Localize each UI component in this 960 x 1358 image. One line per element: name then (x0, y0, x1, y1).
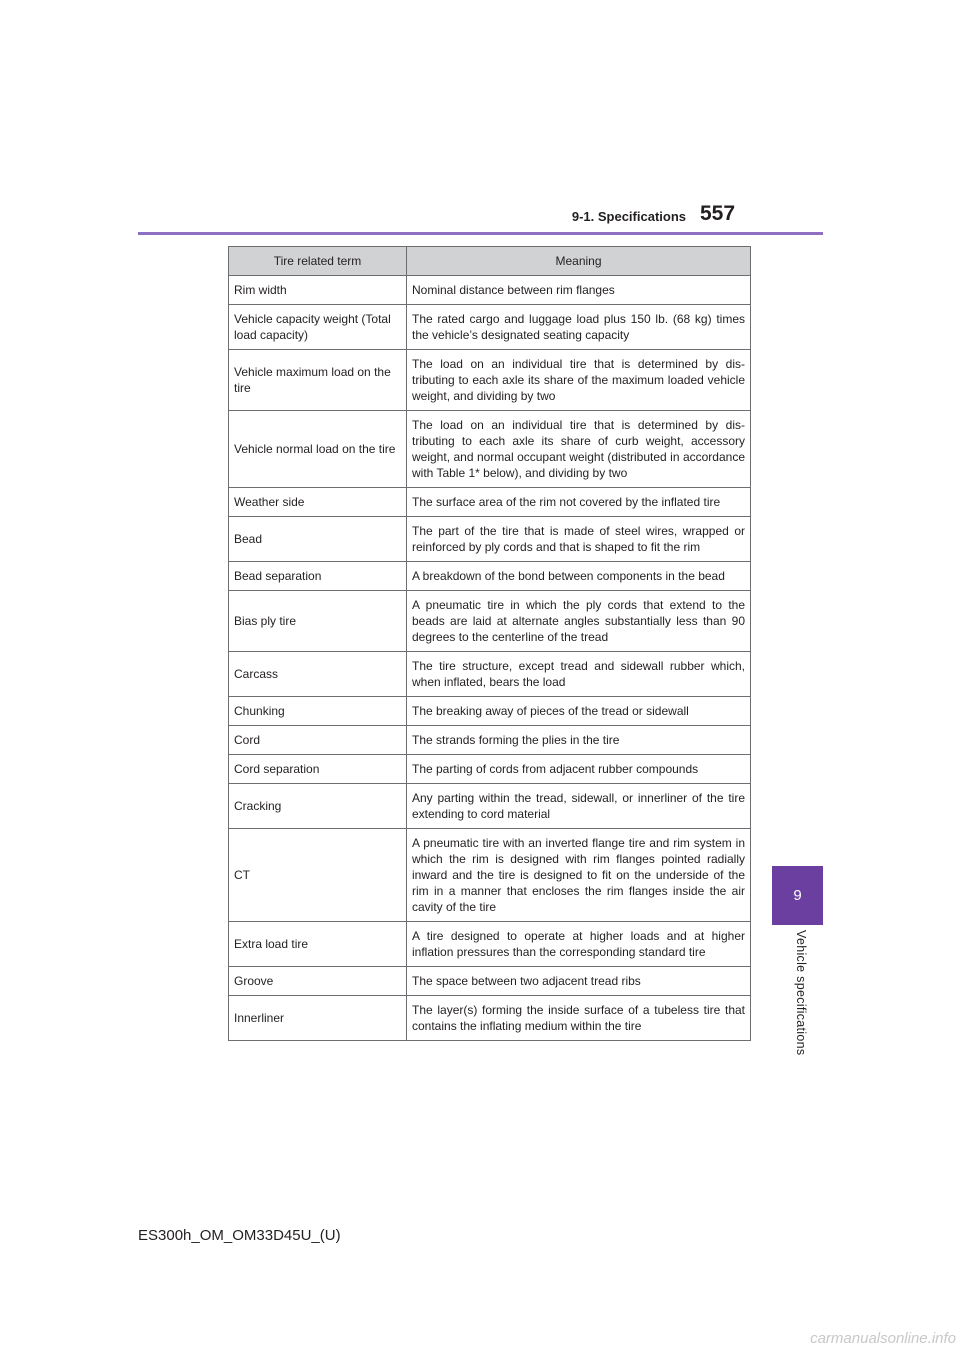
watermark: carmanualsonline.info (810, 1330, 956, 1347)
term-cell: Cord separation (229, 755, 407, 784)
table-row (229, 562, 751, 591)
table-row (229, 591, 751, 652)
table-header-row (229, 247, 751, 276)
term-cell: Vehicle capacity weight (Total load capacity) (229, 305, 407, 350)
section-title: 9-1. Specifications (571, 209, 686, 224)
table-row (229, 996, 751, 1041)
term-cell: Innerliner (229, 996, 407, 1041)
term-cell: Cord (229, 726, 407, 755)
table-row (229, 488, 751, 517)
term-cell: Cracking (229, 784, 407, 829)
page-number: 557 (700, 202, 736, 225)
table-row (229, 350, 751, 411)
meaning-cell: A pneumatic tire with an inverted flange tire and rim system in which the rim is designed with rim flanges pointed radially inward and the tire is designed to fit on the underside of the rim in a manner that encloses the rim flanges inside the air cavity of the tire (407, 829, 751, 922)
term-cell: Vehicle normal load on the tire (229, 411, 407, 488)
term-cell: Extra load tire (229, 922, 407, 967)
meaning-cell: A breakdown of the bond between components in the bead (407, 562, 751, 591)
term-cell: Bead separation (229, 562, 407, 591)
table-row (229, 517, 751, 562)
table-row (229, 726, 751, 755)
meaning-cell: The tire structure, except tread and sidewall rubber which, when inflated, bears the load (407, 652, 751, 697)
term-cell: Bead (229, 517, 407, 562)
table-row (229, 755, 751, 784)
term-cell: Groove (229, 967, 407, 996)
table-row (229, 922, 751, 967)
tire-terms-table (228, 246, 751, 1041)
table-row (229, 305, 751, 350)
meaning-cell: The strands forming the plies in the tire (407, 726, 751, 755)
table-row (229, 829, 751, 922)
meaning-cell: Any parting within the tread, sidewall, or innerliner of the tire extending to cord material (407, 784, 751, 829)
chapter-label: Vehicle specifications (794, 930, 808, 1056)
term-cell: Carcass (229, 652, 407, 697)
meaning-cell: Nominal distance between rim flanges (407, 276, 751, 305)
table-row (229, 784, 751, 829)
meaning-cell: A pneumatic tire in which the ply cords that extend to the beads are laid at alternate angles substantially less than 90 degrees to the centerline of the tread (407, 591, 751, 652)
meaning-cell: The space between two adjacent tread ribs (407, 967, 751, 996)
term-cell: Vehicle maximum load on the tire (229, 350, 407, 411)
document-code: ES300h_OM_OM33D45U_(U) (138, 1227, 341, 1244)
meaning-cell: The breaking away of pieces of the tread or sidewall (407, 697, 751, 726)
header-rule (138, 232, 823, 235)
table-row (229, 276, 751, 305)
meaning-cell: The load on an individual tire that is determined by dis-tributing to each axle its share of the maximum loaded vehicle weight, and dividing by two (407, 350, 751, 411)
chapter-number: 9 (793, 887, 802, 904)
table-row (229, 411, 751, 488)
chapter-tab[interactable] (772, 866, 823, 925)
table-row (229, 967, 751, 996)
term-cell: CT (229, 829, 407, 922)
term-cell: Chunking (229, 697, 407, 726)
meaning-cell: The part of the tire that is made of steel wires, wrapped or reinforced by ply cords and that is shaped to fit the rim (407, 517, 751, 562)
meaning-cell: A tire designed to operate at higher loads and at higher inflation pressures than the corresponding standard tire (407, 922, 751, 967)
term-cell: Bias ply tire (229, 591, 407, 652)
meaning-cell: The parting of cords from adjacent rubber compounds (407, 755, 751, 784)
column-header-meaning: Meaning (407, 247, 751, 276)
term-cell: Weather side (229, 488, 407, 517)
table-row (229, 652, 751, 697)
meaning-cell: The layer(s) forming the inside surface of a tubeless tire that contains the inflating medium within the tire (407, 996, 751, 1041)
column-header-term: Tire related term (229, 247, 407, 276)
meaning-cell: The rated cargo and luggage load plus 150 lb. (68 kg) times the vehicle’s designated seating capacity (407, 305, 751, 350)
meaning-cell: The load on an individual tire that is determined by dis-tributing to each axle its share of curb weight, accessory weight, and normal occupant weight (distributed in accordance with Table 1* below), and dividing by two (407, 411, 751, 488)
meaning-cell: The surface area of the rim not covered by the inflated tire (407, 488, 751, 517)
term-cell: Rim width (229, 276, 407, 305)
table-row (229, 697, 751, 726)
